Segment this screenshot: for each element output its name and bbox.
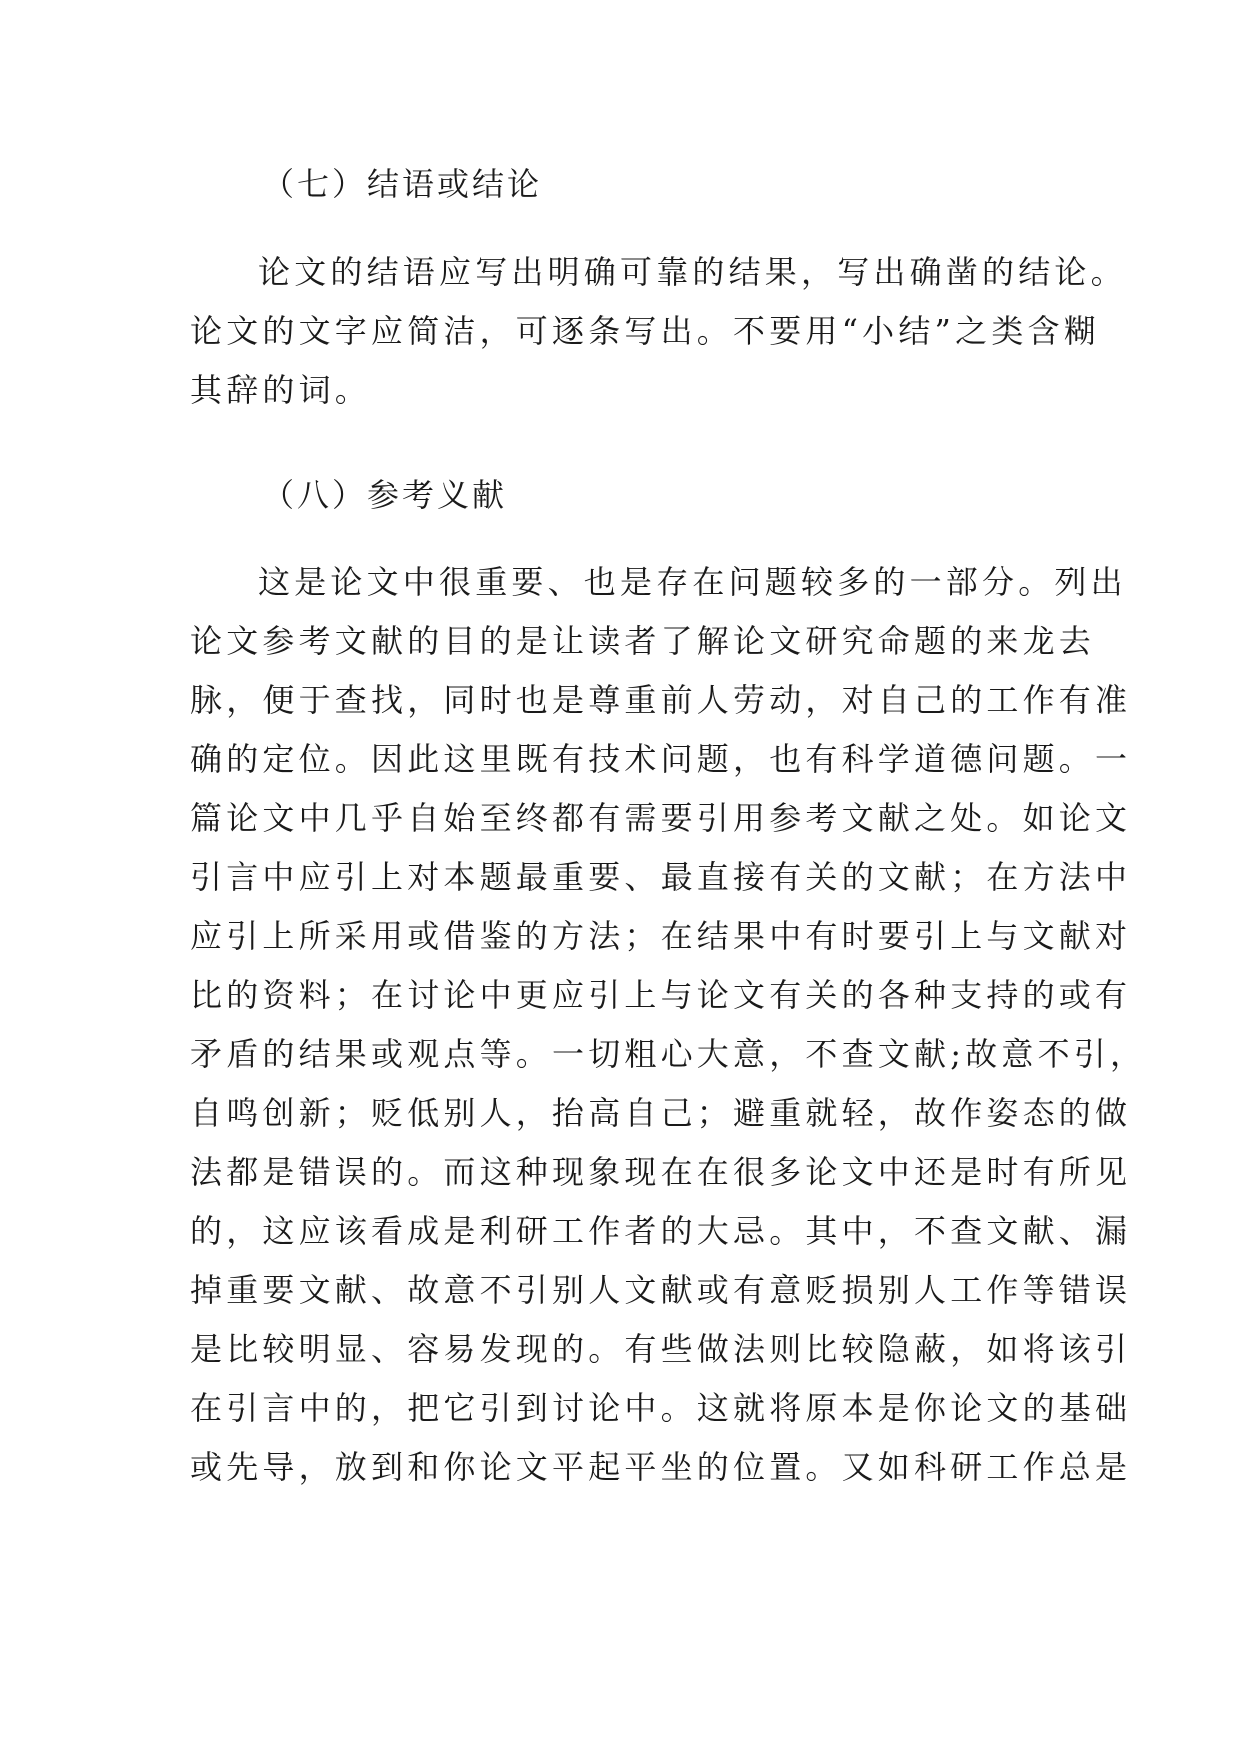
references-paragraph <box>190 553 1147 1497</box>
paragraph-line: 论文参考文献的目的是让读者了解论文研究命题的来龙去 <box>190 622 1096 660</box>
conclusion-paragraph <box>190 243 1127 420</box>
paragraph-line: 脉，便于查找，同时也是尊重前人劳动，对自己的工作有准 <box>190 681 1132 719</box>
paragraph-line: 的，这应该看成是利研工作者的大忌。其中，不查文献、漏 <box>190 1212 1132 1250</box>
paragraph-line: 比的资料；在讨论中更应引上与论文有关的各种支持的或有 <box>190 976 1132 1014</box>
section-heading-references: （八）参考义献 <box>262 476 508 514</box>
paragraph-line: 掉重要文献、故意不引别人文献或有意贬损别人工作等错误 <box>190 1271 1132 1309</box>
paragraph-line: 自鸣创新；贬低别人，抬高自己；避重就轻，故作姿态的做 <box>190 1094 1132 1132</box>
paragraph-line: 这是论文中很重要、也是存在问题较多的一部分。列出 <box>258 563 1127 601</box>
paragraph-line: 引言中应引上对本题最重要、最直接有关的文献；在方法中 <box>190 858 1132 896</box>
paragraph-line: 在引言中的，把它引到讨论中。这就将原本是你论文的基础 <box>190 1389 1132 1427</box>
paragraph-line: 是比较明显、容易发现的。有些做法则比较隐蔽，如将该引 <box>190 1330 1132 1368</box>
paragraph-line: 矛盾的结果或观点等。一切粗心大意，不查文献;故意不引， <box>190 1035 1147 1073</box>
paragraph-line: 其辞的词。 <box>190 371 372 409</box>
paragraph-line: 应引上所采用或借鉴的方法；在结果中有时要引上与文献对 <box>190 917 1132 955</box>
paragraph-line: 论文的结语应写出明确可靠的结果，写出确凿的结论。 <box>258 253 1127 291</box>
section-heading-conclusion: （七）结语或结论 <box>262 165 543 203</box>
paragraph-line: 或先导，放到和你论文平起平坐的位置。又如科研工作总是 <box>190 1448 1132 1486</box>
paragraph-line: 法都是错误的。而这种现象现在在很多论文中还是时有所见 <box>190 1153 1132 1191</box>
paragraph-line: 篇论文中几乎自始至终都有需要引用参考文献之处。如论文 <box>190 799 1132 837</box>
paragraph-line: 论文的文字应简洁，可逐条写出。不要用“小结”之类含糊 <box>190 312 1100 350</box>
paragraph-line: 确的定位。因此这里既有技术问题，也有科学道德问题。一 <box>190 740 1132 778</box>
